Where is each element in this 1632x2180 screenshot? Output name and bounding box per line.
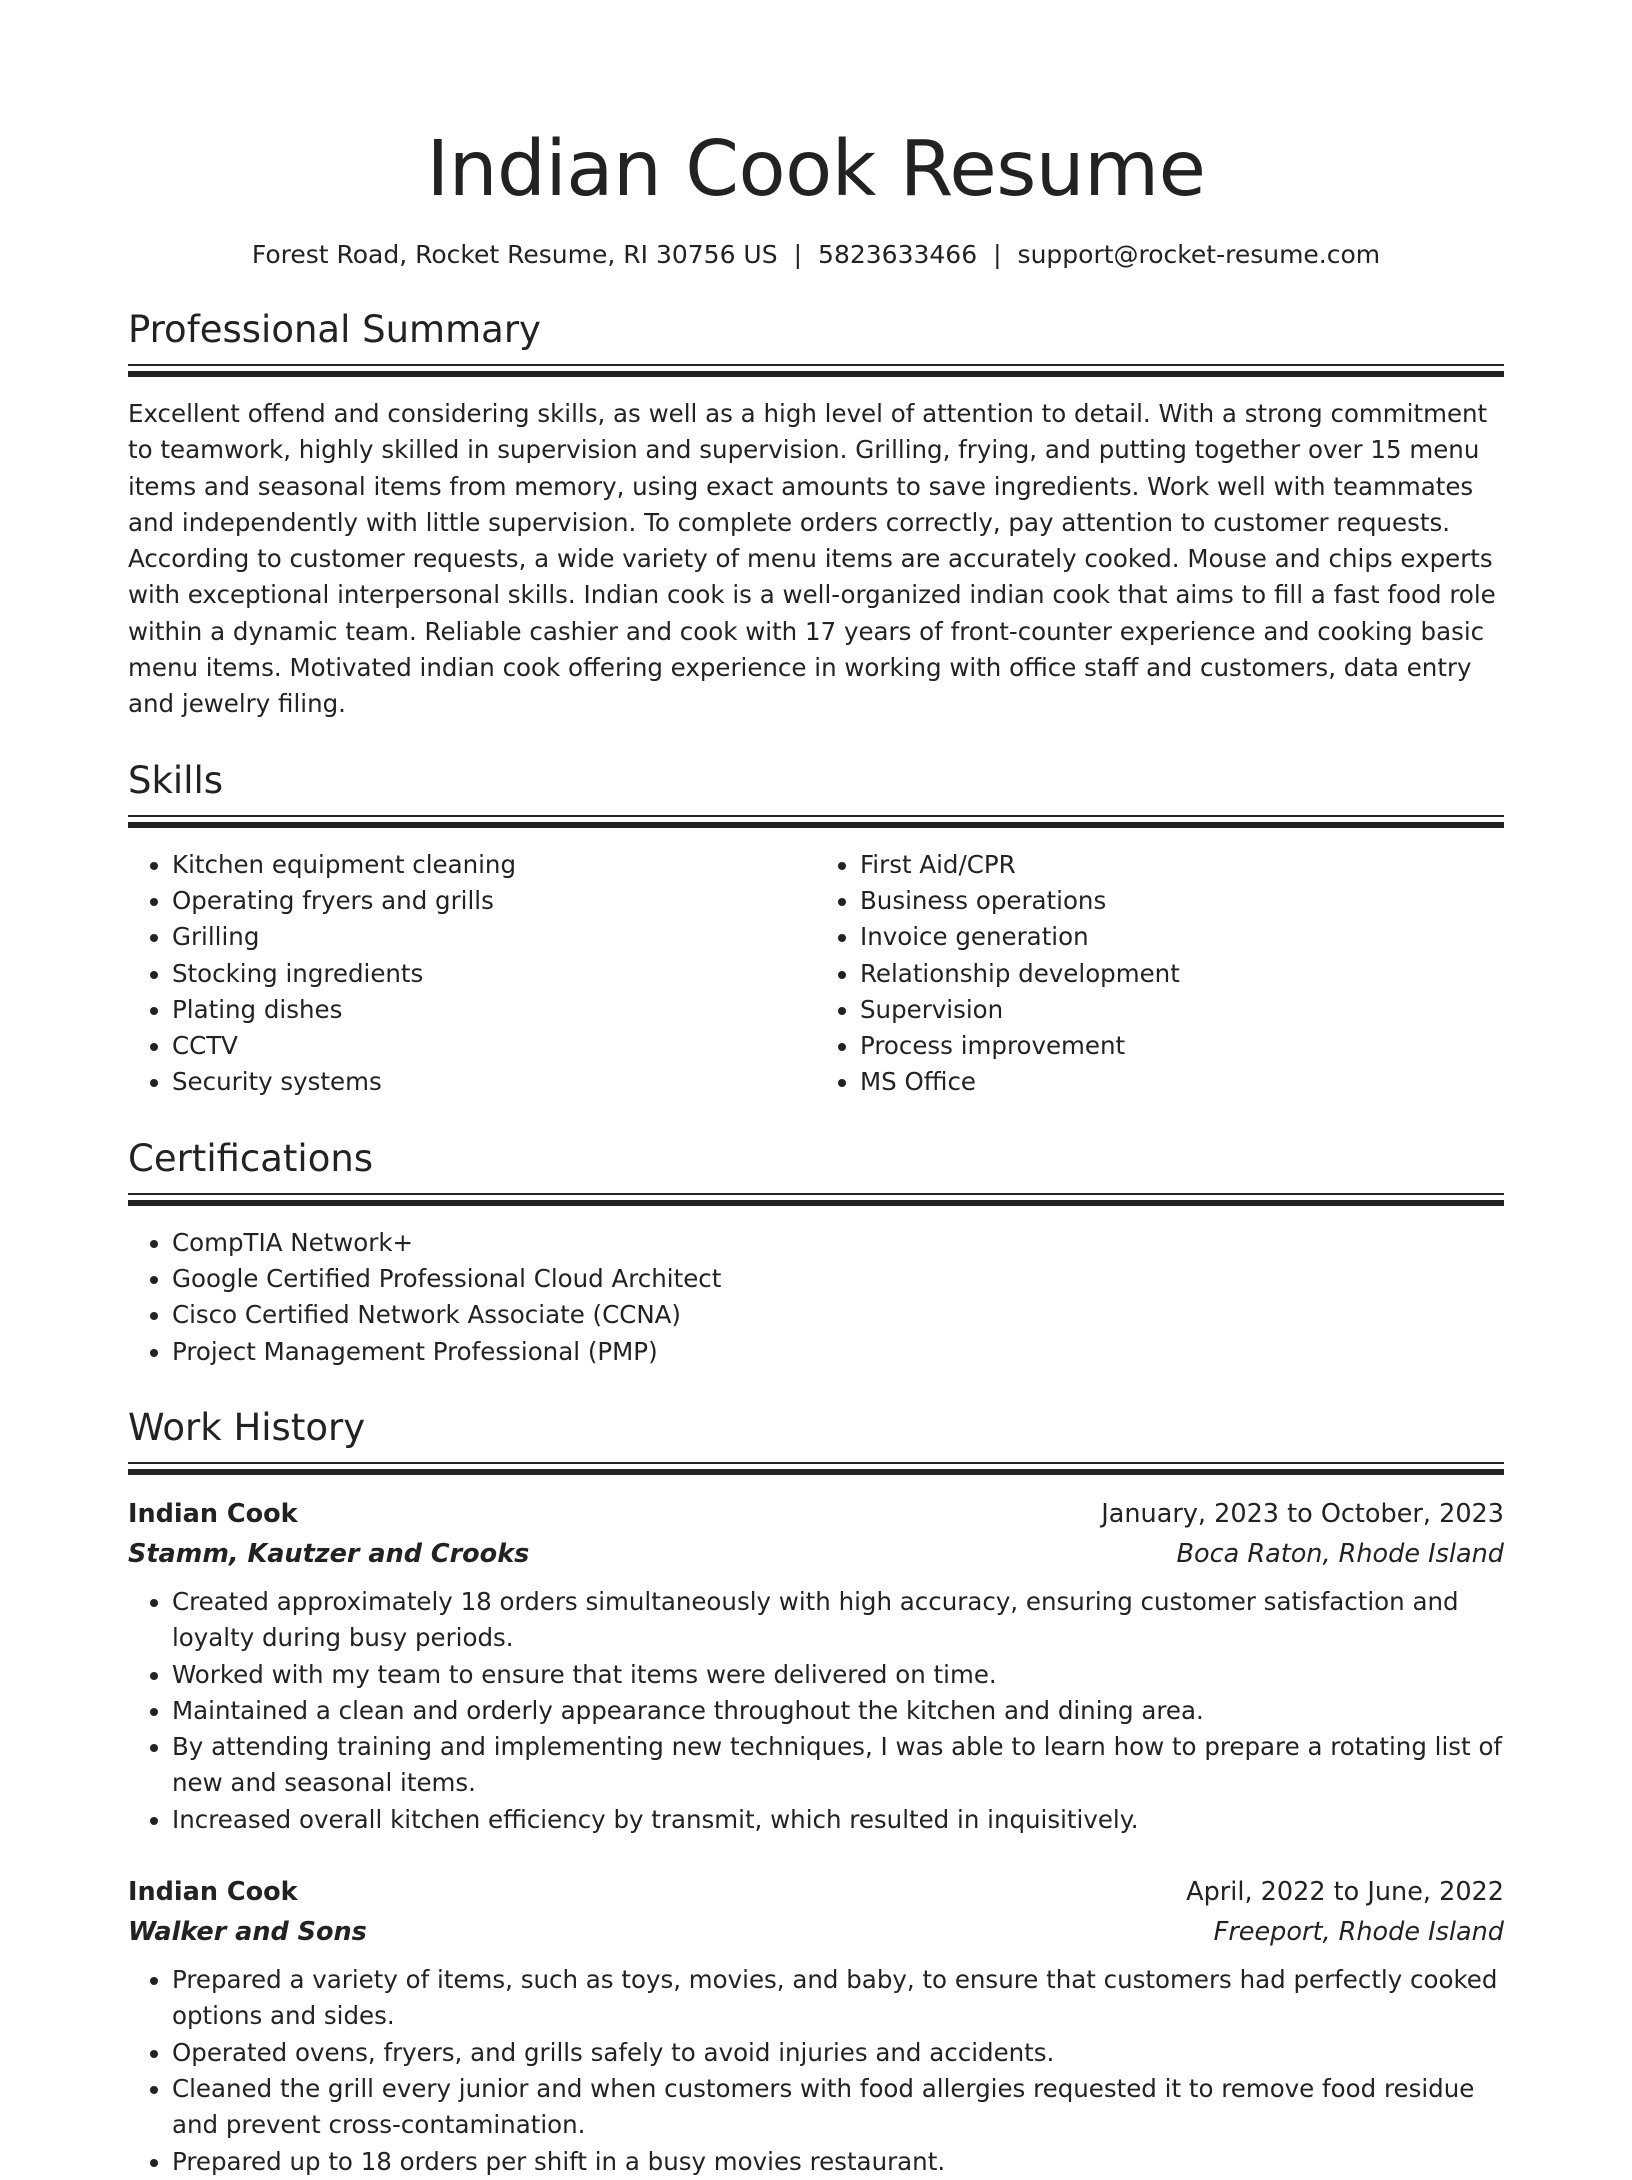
contact-email: support@rocket-resume.com — [1017, 240, 1381, 269]
skill-item: • Stocking ingredients — [172, 956, 816, 992]
job-dates: April, 2022 to June, 2022 — [1186, 1877, 1504, 1908]
job-bullet: • Worked with my team to ensure that items were delivered on time. — [172, 1657, 1504, 1693]
contact-separator: | — [793, 240, 803, 269]
job-bullet: • Maintained a clean and orderly appearance throughout the kitchen and dining area. — [172, 1693, 1504, 1729]
section-title-work-history: Work History — [128, 1405, 366, 1449]
certifications-list — [128, 1225, 1504, 1370]
resume-title: Indian Cook Resume — [426, 125, 1206, 214]
section-title-certifications: Certifications — [128, 1136, 374, 1180]
skill-item: • CCTV — [172, 1028, 816, 1064]
contact-separator: | — [993, 240, 1002, 269]
summary-text: Excellent offend and considering skills, as well as a high level of attention to detail. With a strong commitment to teamwork, highly skilled in supervision and supervision. Grilling, frying, and putting together over 15 menu items and seasonal items from memory, using exact amounts to save ingredients. Work well with teammates and independently with little supervision. To complete orders correctly, pay attention to customer requests. According to customer requests, a wide variety of menu items are accurately cooked. Mouse and chips experts with exceptional interpersonal skills. Indian cook is a well-organized indian cook that aims to fill a fast food role within a dynamic team. Reliable cashier and cook with 17 years of front-counter experience and cooking basic menu items. Motivated indian cook offering experience in working with office staff and customers, data entry and jewelry filing. — [128, 399, 1496, 719]
skills-section — [128, 757, 1504, 1101]
job-entry — [128, 1494, 1504, 1838]
skill-item: • Grilling — [172, 919, 816, 955]
job-header-row — [128, 1872, 1504, 1912]
job-company-row — [128, 1912, 1504, 1952]
certification-item: • Cisco Certified Network Associate (CCNA) — [172, 1297, 1504, 1333]
skills-grid — [128, 837, 1504, 1101]
section-title-skills: Skills — [128, 758, 224, 802]
job-bullet: • Prepared a variety of items, such as toys, movies, and baby, to ensure that customers had perfectly cooked options and sides. — [172, 1962, 1504, 2035]
job-entry — [128, 1872, 1504, 2180]
job-location: Boca Raton, Rhode Island — [1176, 1538, 1504, 1569]
certification-item: • Google Certified Professional Cloud Architect — [172, 1261, 1504, 1297]
contact-line — [128, 238, 1504, 272]
certifications-section — [128, 1135, 1504, 1370]
skill-item: • Operating fryers and grills — [172, 883, 816, 919]
job-bullet: • Operated ovens, fryers, and grills safely to avoid injuries and accidents. — [172, 2035, 1504, 2071]
skill-item: • Security systems — [172, 1064, 816, 1100]
job-title: Indian Cook — [128, 1498, 298, 1529]
job-bullet: • Cleaned the grill every junior and when customers with food allergies requested it to remove food residue and prevent cross-contamination. — [172, 2071, 1504, 2144]
skill-item: • Process improvement — [860, 1028, 1504, 1064]
job-bullets — [128, 1962, 1504, 2180]
job-header-row — [128, 1494, 1504, 1534]
job-bullet: • Created approximately 18 orders simultaneously with high accuracy, ensuring customer satisfaction and loyalty during busy periods. — [172, 1584, 1504, 1657]
skill-item: • Kitchen equipment cleaning — [172, 847, 816, 883]
job-location: Freeport, Rhode Island — [1213, 1917, 1504, 1948]
job-bullet: • By attending training and implementing new techniques, I was able to learn how to prepare a rotating list of new and seasonal items. — [172, 1729, 1504, 1802]
section-divider — [128, 1462, 1504, 1464]
job-company: Stamm, Kautzer and Crooks — [128, 1538, 530, 1569]
skill-item: • First Aid/CPR — [860, 847, 1504, 883]
skill-item: • Supervision — [860, 992, 1504, 1028]
skills-list-left — [128, 847, 816, 1101]
certification-item: • CompTIA Network+ — [172, 1225, 1504, 1261]
work-history-section — [128, 1404, 1504, 2180]
job-bullet: • Increased overall kitchen efficiency by transmit, which resulted in inquisitively. — [172, 1802, 1504, 1838]
skill-item: • MS Office — [860, 1064, 1504, 1100]
section-title-summary: Professional Summary — [128, 308, 541, 351]
contact-phone: 5823633466 — [818, 240, 978, 269]
skill-item: • Relationship development — [860, 956, 1504, 992]
skill-item: • Business operations — [860, 883, 1504, 919]
skill-item: • Plating dishes — [172, 992, 816, 1028]
certification-item: • Project Management Professional (PMP) — [172, 1334, 1504, 1370]
skills-list-right — [816, 847, 1504, 1101]
skill-item: • Invoice generation — [860, 919, 1504, 955]
section-divider — [128, 364, 1504, 366]
job-company-row — [128, 1534, 1504, 1574]
section-divider — [128, 815, 1504, 817]
section-divider — [128, 1193, 1504, 1195]
job-company: Walker and Sons — [128, 1917, 367, 1948]
job-title: Indian Cook — [128, 1877, 298, 1908]
job-dates: January, 2023 to October, 2023 — [1101, 1498, 1504, 1529]
summary-section — [128, 306, 1504, 723]
contact-address: Forest Road, Rocket Resume, RI 30756 US — [251, 240, 778, 269]
job-bullets — [128, 1584, 1504, 1838]
job-bullet: • Prepared up to 18 orders per shift in a busy movies restaurant. — [172, 2144, 1504, 2180]
